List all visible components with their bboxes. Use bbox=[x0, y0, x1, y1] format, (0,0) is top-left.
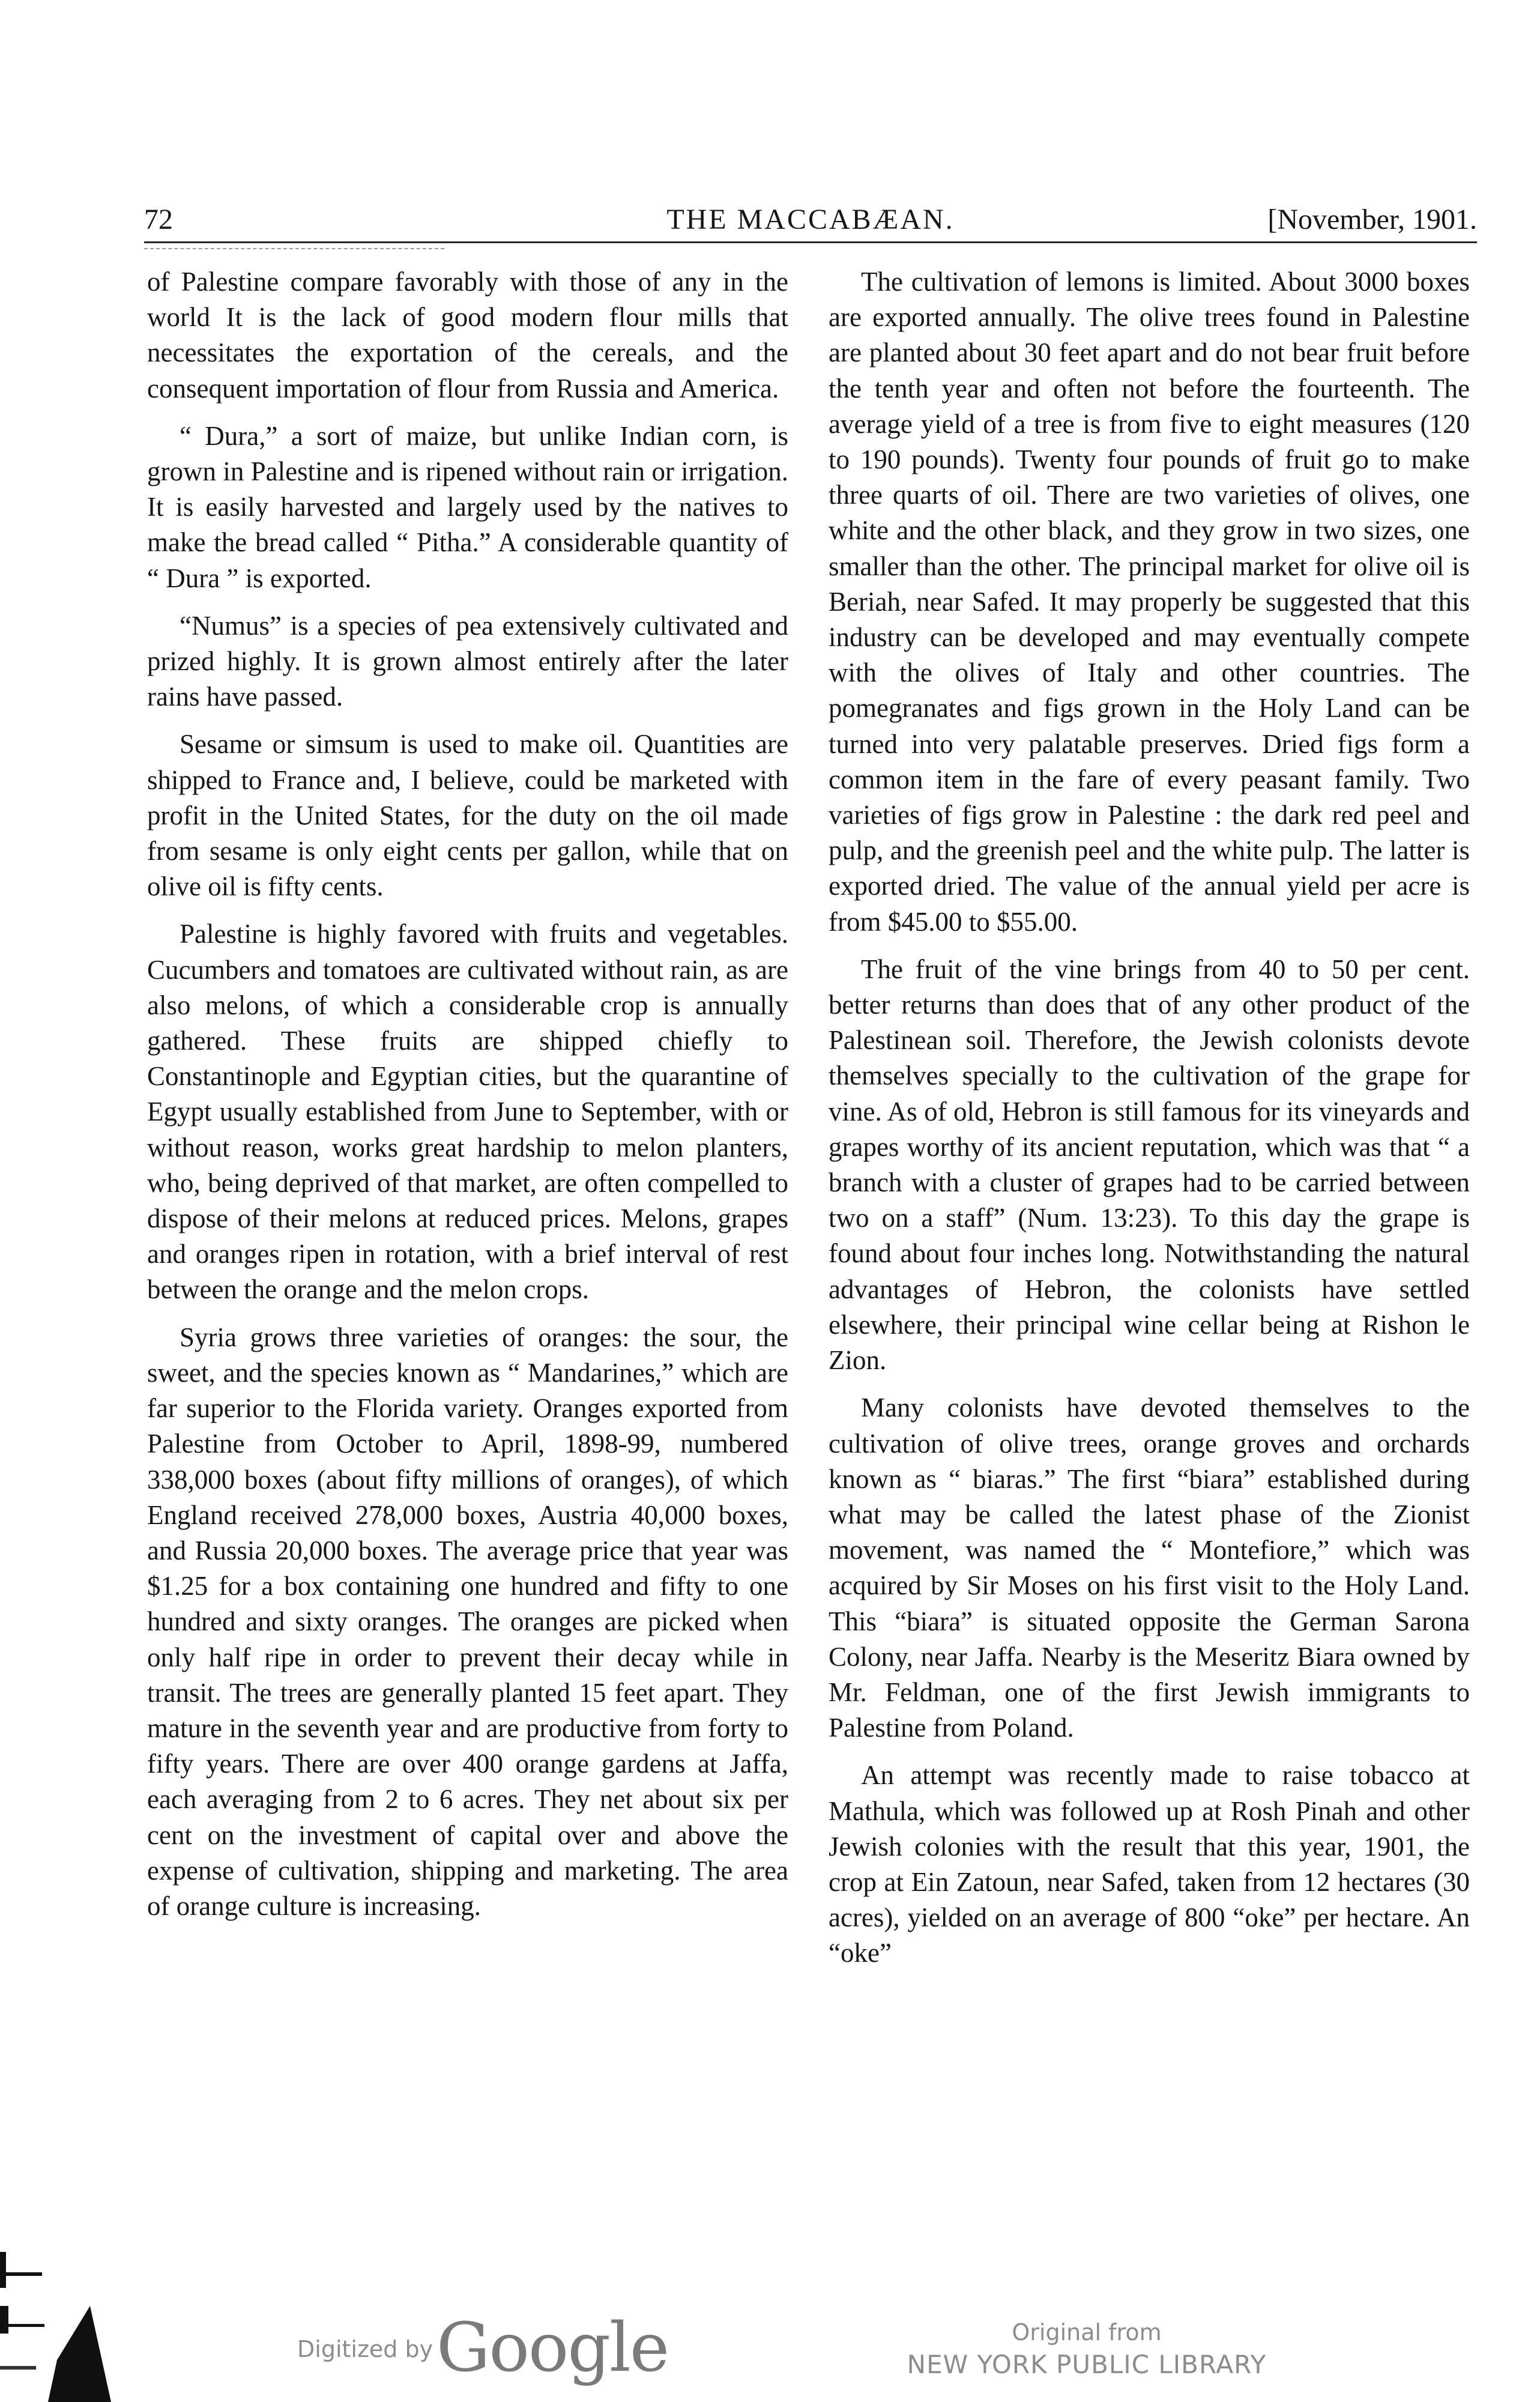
paragraph-biaras: Many colonists have devoted themselves to the cultivation of olive trees, orange groves and orchards known as “ biaras.” The first “biara” established during what may be called the latest phase of the Zionist movement, was named the “ Montefiore,” which was acquired by Sir Moses on his first visit to the Holy Land. This “biara” is situated opposite the German Sarona Colony, near Jaffa. Nearby is the Meseritz Biara owned by Mr. Feldman, one of the first Jewish immigrants to Palestine from Poland. bbox=[829, 1393, 1470, 1743]
running-header bbox=[144, 198, 1477, 241]
journal-title: THE MACCABÆAN. bbox=[666, 204, 955, 235]
source-label: Original from bbox=[1012, 2319, 1162, 2346]
paragraph-dura: “ Dura,” a sort of maize, but unlike Indian corn, is grown in Palestine and is ripened without rain or irrigation. It is easily harvested and largely used by the natives to make the bread called “ Pitha.” A considerable quantity of “ Dura ” is exported. bbox=[147, 420, 788, 593]
left-column bbox=[147, 264, 788, 1936]
paragraph-flour-mills: of Palestine compare favorably with those of any in the world It is the lack of good modern flour mills that necessitates the exportation of the cereals, and the consequent importation of flour from Russia and America. bbox=[147, 267, 788, 404]
paragraph-numus: “Numus” is a species of pea extensively cultivated and prized highly. It is grown almost entirely after the later rains have passed. bbox=[147, 610, 788, 712]
page-number: 72 bbox=[144, 204, 173, 235]
paragraph-fruits-vegetables: Palestine is highly favored with fruits and vegetables. Cucumbers and tomatoes are cultivated without rain, as are also melons, of which a considerable crop is annually gathered. These fruits are shipped chiefly to Constantinople and Egyptian cities, but the quarantine of Egypt usually established from June to September, with or without reason, works great hardship to melon planters, who, being deprived of that market, are often compelled to dispose of their melons at reduced prices. Melons, grapes and oranges ripen in rotation, with a brief interval of rest between the orange and the melon crops. bbox=[147, 919, 788, 1305]
paragraph-tobacco: An attempt was recently made to raise tobacco at Mathula, which was followed up at Rosh Pinah and other Jewish colonies with the result that this year, 1901, the crop at Ein Zatoun, near Safed, taken from 12 hectares (30 acres), yielded on an average of 800 “oke” per hectare. An “oke” bbox=[829, 1760, 1470, 1968]
paragraph-sesame: Sesame or simsum is used to make oil. Quantities are shipped to France and, I believe, could be marketed with profit in the United States, for the duty on the oil made from sesame is only eight cents per gallon, while that on olive oil is fifty cents. bbox=[147, 729, 788, 902]
digitized-label: Digitized by bbox=[297, 2336, 433, 2362]
paragraph-oranges: Syria grows three varieties of oranges: the sour, the sweet, and the species known as “ Mandarines,” which are far superior to the Florida variety. Oranges exported from Palestine from October to April, 1898-99, numbered 338,000 boxes (about fifty millions of oranges), of which England received 278,000 boxes, Austria 40,000 boxes, and Russia 20,000 boxes. The average price that year was $1.25 for a box containing one hundred and fifty to one hundred and sixty oranges. The oranges are picked when only half ripe in order to prevent their decay while in transit. The trees are generally planted 15 feet apart. They mature in the seventh year and are productive from forty to fifty years. There are over 400 orange gardens at Jaffa, each averaging from 2 to 6 acres. They net about six per cent on the investment of capital over and above the expense of cultivation, shipping and marketing. The area of orange culture is increasing. bbox=[147, 1322, 788, 1921]
paragraph-lemons-olives-figs: The cultivation of lemons is limited. About 3000 boxes are exported annually. The olive trees found in Palestine are planted about 30 feet apart and do not bear fruit before the tenth year and often not before the fourteenth. The average yield of a tree is from five to eight measures (120 to 190 pounds). Twenty four pounds of fruit go to make three quarts of oil. There are two varieties of olives, one white and the other black, and they grow in two sizes, one smaller than the other. The principal market for olive oil is Beriah, near Safed. It may properly be suggested that this industry can be developed and may eventually compete with the olives of Italy and other countries. The pomegranates and figs grown in the Holy Land can be turned into very palatable preserves. Dried figs form a common item in the fare of every peasant family. Two varieties of figs grow in Palestine : the dark red peel and pulp, and the greenish peel and the white pulp. The latter is exported dried. The value of the annual yield per acre is from $45.00 to $55.00. bbox=[829, 267, 1470, 937]
source-library-footer bbox=[841, 2317, 1333, 2382]
paragraph-vine: The fruit of the vine brings from 40 to 50 per cent. better returns than does that of any other product of the Palestinean soil. Therefore, the Jewish colonists devote themselves specially to the cultivation of the grape for vine. As of old, Hebron is still famous for its vineyards and grapes worthy of its ancient reputation, which was that “ a branch with a cluster of grapes had to be carried between two on a staff” (Num. 13:23). To this day the grape is found about four inches long. Notwithstanding the natural advantages of Hebron, the colonists have settled elsewhere, their principal wine cellar being at Rishon le Zion. bbox=[829, 954, 1470, 1376]
header-rule-faint bbox=[144, 248, 444, 249]
header-rule bbox=[144, 241, 1477, 243]
right-column bbox=[829, 264, 1470, 1983]
source-library-name: NEW YORK PUBLIC LIBRARY bbox=[907, 2350, 1267, 2379]
digitizer-logo: Google bbox=[436, 2309, 669, 2387]
issue-date: [November, 1901. bbox=[1267, 204, 1477, 235]
scan-edge-artifact bbox=[0, 2252, 156, 2402]
